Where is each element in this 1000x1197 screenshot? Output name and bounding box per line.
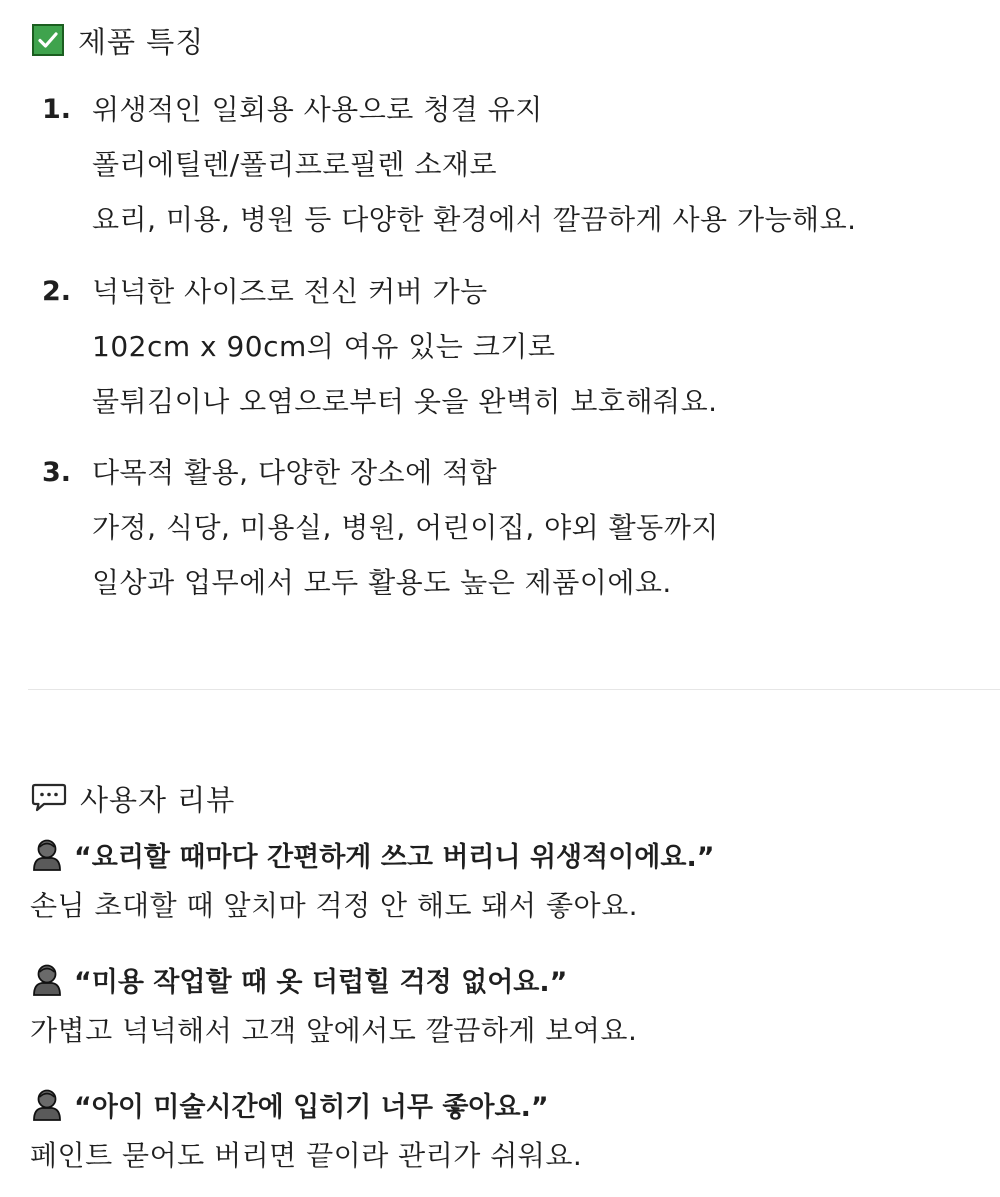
feature-detail: 물튀김이나 오염으로부터 옷을 완벽히 보호해줘요. (92, 385, 718, 418)
reviews-heading (30, 776, 235, 820)
review-quote (30, 959, 567, 999)
feature-detail: 요리, 미용, 병원 등 다양한 환경에서 깔끔하게 사용 가능해요. (92, 203, 857, 236)
person-icon (30, 962, 64, 996)
review-comment: 손님 초대할 때 앞치마 걱정 안 해도 돼서 좋아요. (30, 889, 639, 922)
person-icon (30, 1087, 64, 1121)
feature-number: 1. (42, 94, 72, 125)
feature-detail: 102cm x 90cm의 여유 있는 크기로 (92, 330, 556, 363)
feature-detail: 일상과 업무에서 모두 활용도 높은 제품이에요. (92, 566, 672, 599)
review-quote (30, 834, 714, 874)
review-quote-text: “아이 미술시간에 입히기 너무 좋아요.” (74, 1091, 549, 1123)
review-quote (30, 1084, 549, 1124)
feature-title: 위생적인 일회용 사용으로 청결 유지 (92, 93, 543, 126)
feature-number: 2. (42, 276, 72, 307)
check-mark-button-icon (32, 24, 64, 56)
speech-bubble-icon (30, 782, 68, 814)
features-heading-text: 제품 특징 (78, 24, 205, 59)
review-quote-text: “미용 작업할 때 옷 더럽힐 걱정 없어요.” (74, 966, 568, 998)
review-quote-text: “요리할 때마다 간편하게 쓰고 버리니 위생적이에요.” (74, 841, 715, 873)
person-icon (30, 837, 64, 871)
review-comment: 가볍고 넉넉해서 고객 앞에서도 깔끔하게 보여요. (30, 1014, 638, 1047)
section-divider (28, 689, 1000, 690)
review-comment: 페인트 묻어도 버리면 끝이라 관리가 쉬워요. (30, 1139, 583, 1172)
feature-title: 다목적 활용, 다양한 장소에 적합 (92, 456, 498, 489)
features-heading (32, 18, 204, 62)
feature-number: 3. (42, 457, 72, 488)
reviews-heading-text: 사용자 리뷰 (80, 782, 236, 817)
feature-title: 넉넉한 사이즈로 전신 커버 가능 (92, 275, 488, 308)
feature-detail: 폴리에틸렌/폴리프로필렌 소재로 (92, 148, 498, 181)
feature-detail: 가정, 식당, 미용실, 병원, 어린이집, 야외 활동까지 (92, 511, 719, 544)
